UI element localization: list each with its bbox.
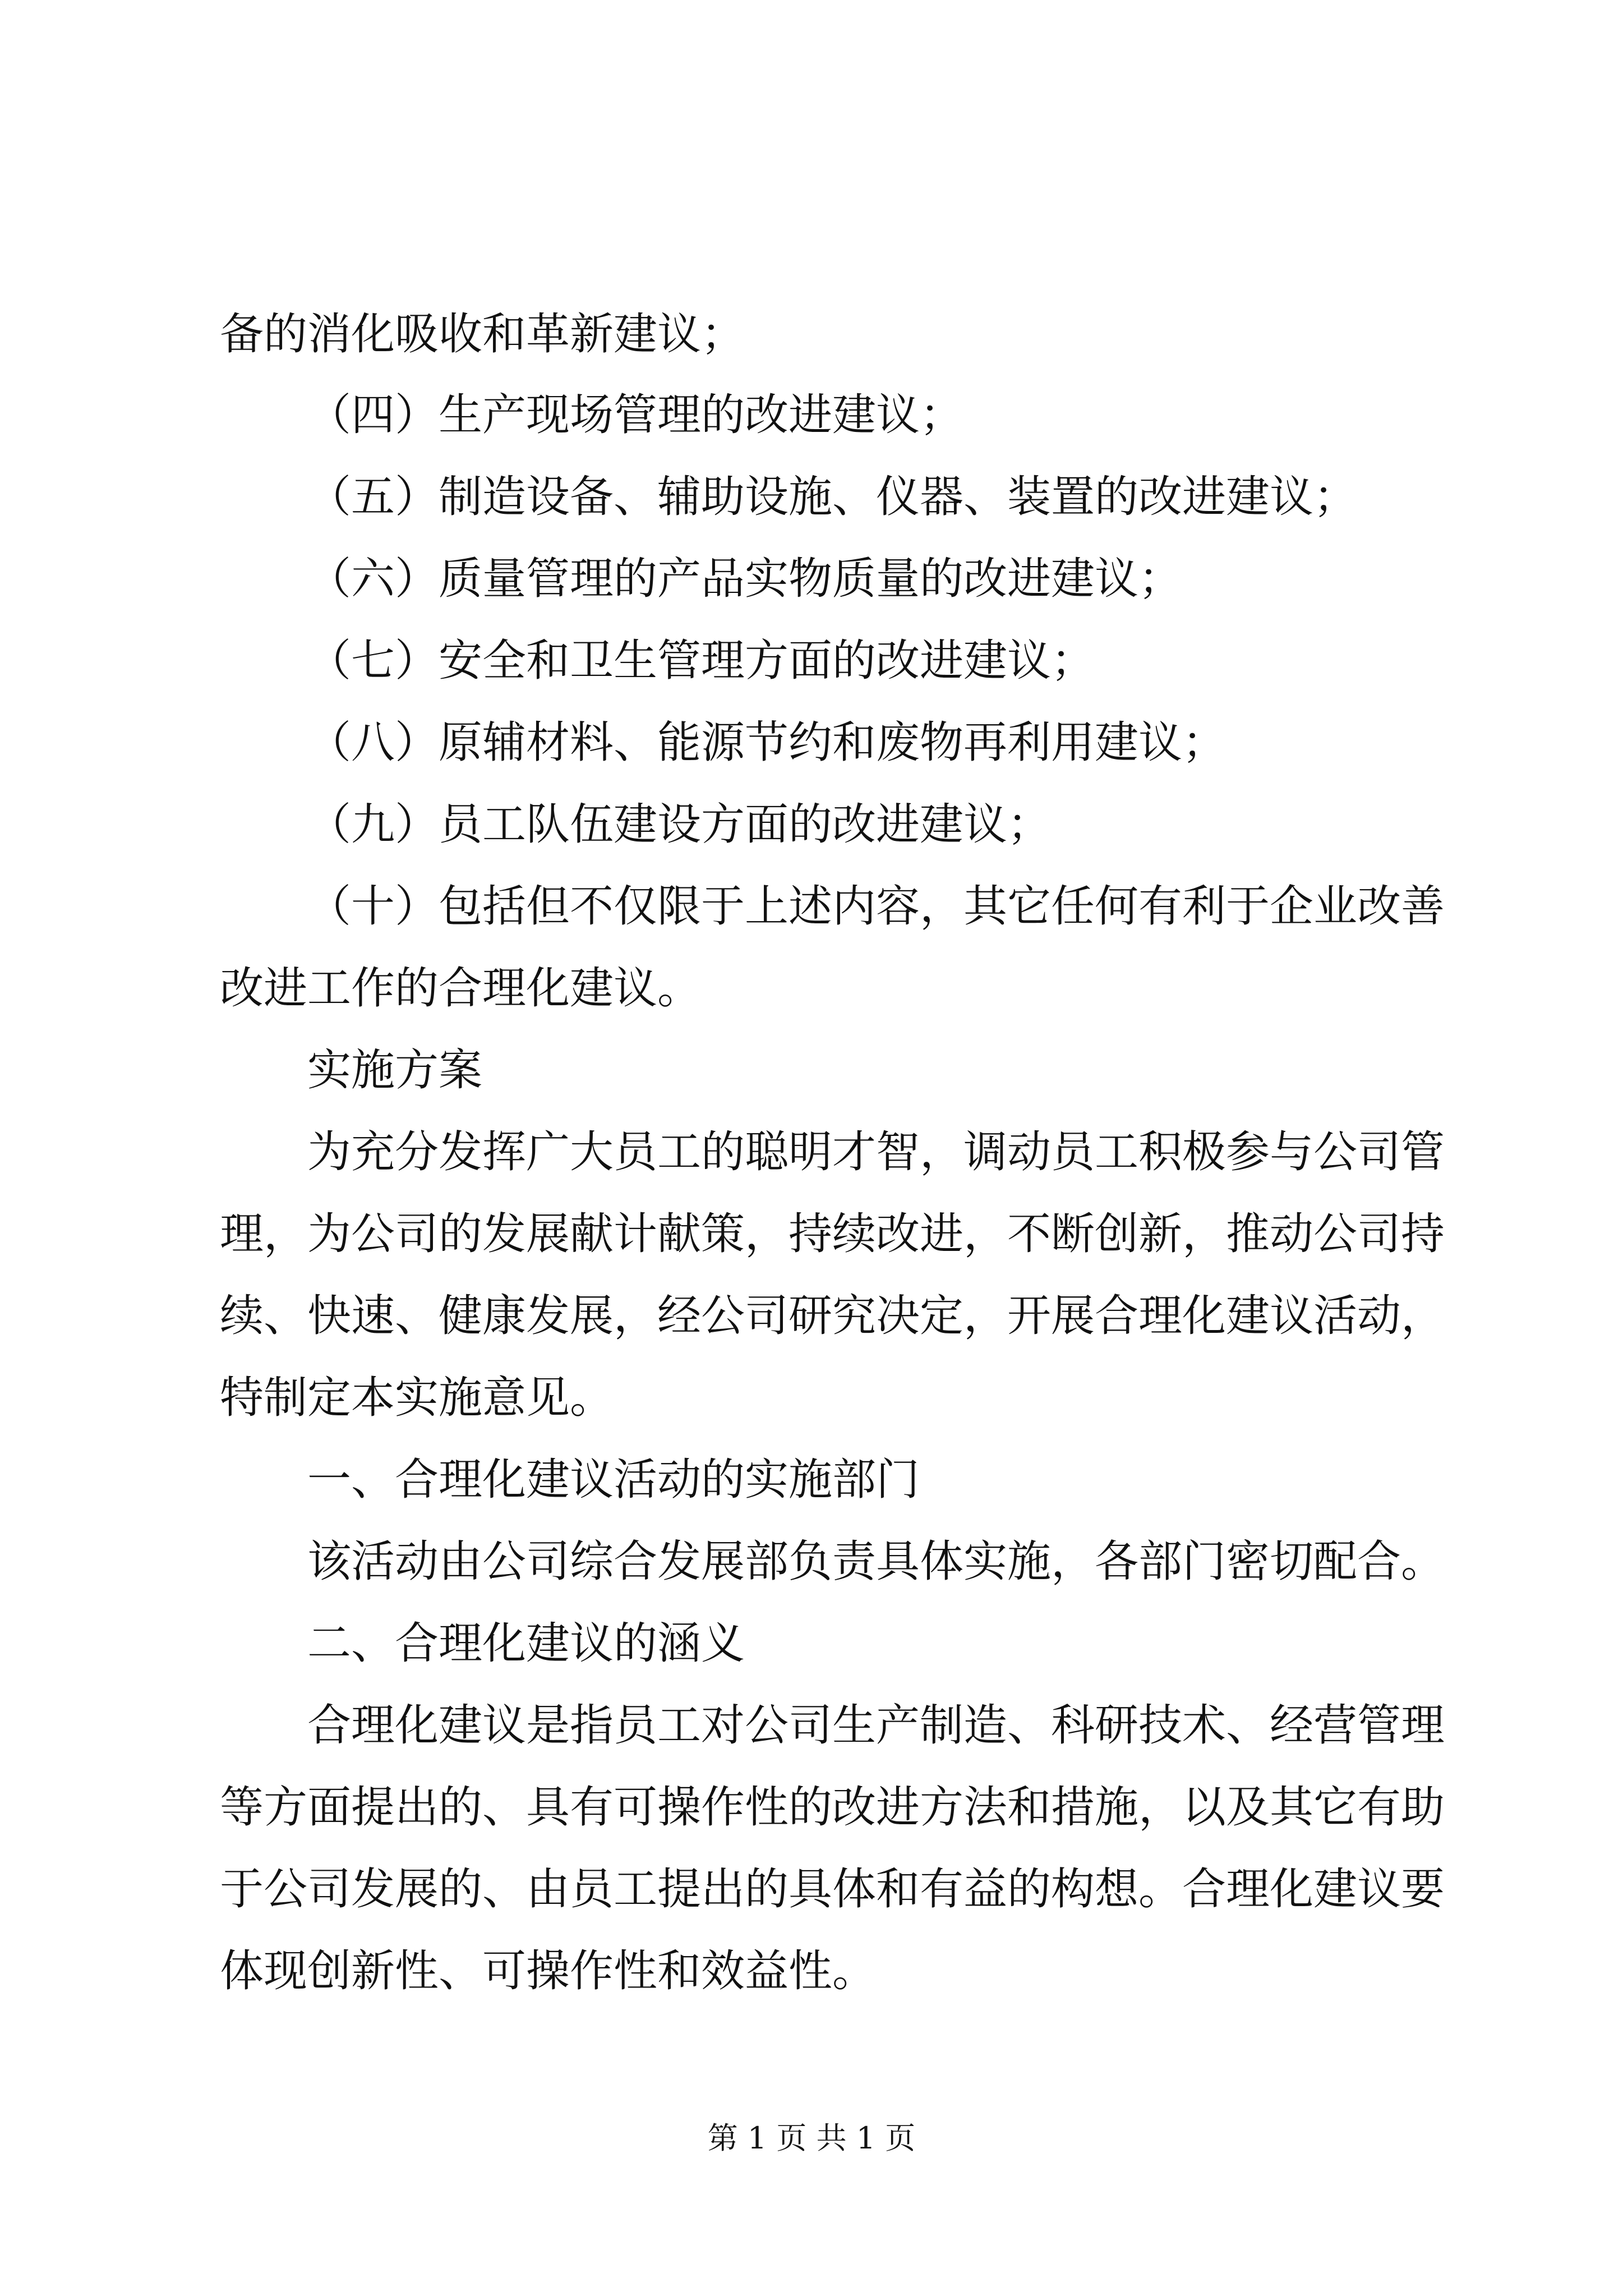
paragraph-line: 体现创新性、可操作性和效益性。: [220, 1946, 877, 1996]
paragraph-line: 续、快速、健康发展，经公司研究决定，开展合理化建议活动，: [220, 1291, 1445, 1341]
list-item-9: （九）员工队伍建设方面的改进建议；: [307, 799, 1052, 850]
list-item-10: （十）包括但不仅限于上述内容，其它任何有利于企业改善: [307, 881, 1445, 932]
list-item-6: （六）质量管理的产品实物质量的改进建议；: [307, 554, 1183, 604]
list-item-4: （四）生产现场管理的改进建议；: [307, 390, 964, 440]
paragraph-line: 于公司发展的、由员工提出的具体和有益的构想。合理化建议要: [220, 1864, 1445, 1915]
paragraph-line: 理，为公司的发展献计献策，持续改进，不断创新，推动公司持: [220, 1209, 1445, 1259]
page-footer: 第 1 页 共 1 页: [707, 2120, 916, 2156]
section-heading: 二、合理化建议的涵义: [307, 1618, 745, 1669]
paragraph-line: 合理化建议是指员工对公司生产制造、科研技术、经营管理: [307, 1700, 1445, 1751]
paragraph-line: 该活动由公司综合发展部负责具体实施，各部门密切配合。: [307, 1536, 1445, 1587]
list-item-8: （八）原辅材料、能源节约和废物再利用建议；: [307, 717, 1227, 768]
paragraph-line: 为充分发挥广大员工的聪明才智，调动员工积极参与公司管: [307, 1127, 1445, 1177]
section-heading: 实施方案: [307, 1045, 483, 1096]
text-line: 改进工作的合理化建议。: [220, 963, 702, 1014]
list-item-7: （七）安全和卫生管理方面的改进建议；: [307, 636, 1095, 686]
list-item-5: （五）制造设备、辅助设施、仪器、装置的改进建议；: [307, 472, 1358, 522]
section-heading: 一、合理化建议活动的实施部门: [307, 1455, 920, 1505]
text-line: 备的消化吸收和革新建议；: [220, 309, 745, 360]
paragraph-line: 等方面提出的、具有可操作性的改进方法和措施，以及其它有助: [220, 1782, 1445, 1833]
paragraph-line: 特制定本实施意见。: [220, 1373, 614, 1423]
